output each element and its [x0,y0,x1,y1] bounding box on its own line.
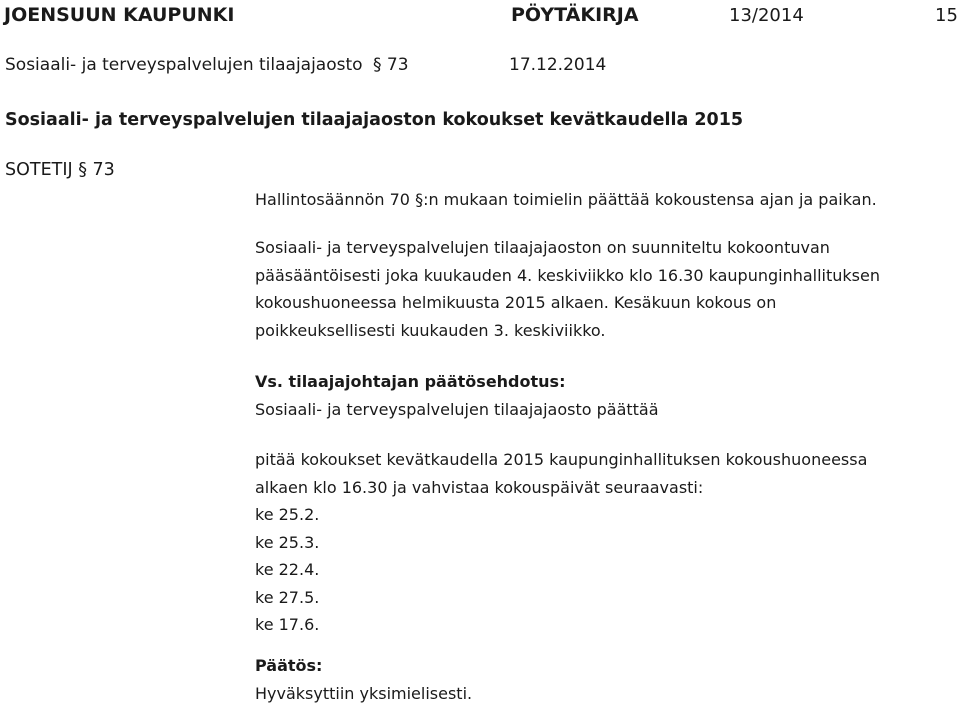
proposal-section [255,368,659,423]
case-reference: SOTETIJ § 73 [5,160,115,180]
section-number: § 73 [373,55,409,75]
schedule-paragraph [255,234,880,344]
meeting-date-item: ke 17.6. [255,611,867,639]
proposal-body [255,446,867,639]
paragraph-line: kokoushuoneessa helmikuusta 2015 alkaen. Kesäkuun kokous on [255,289,880,317]
proposal-line: pitää kokoukset kevätkaudella 2015 kaupunginhallituksen kokoushuoneessa [255,446,867,474]
paragraph-text: Hallintosäännön 70 §:n mukaan toimielin päättää kokoustensa ajan ja paikan. [255,186,877,214]
document-type: PÖYTÄKIRJA [511,4,639,26]
page-title: Sosiaali- ja terveyspalvelujen tilaajajaoston kokoukset kevätkaudella 2015 [5,110,743,130]
committee-name: Sosiaali- ja terveyspalvelujen tilaajajaosto [5,55,363,75]
decision-text: Hyväksyttiin yksimielisesti. [255,680,472,707]
intro-paragraph [255,186,877,214]
paragraph-line: pääsääntöisesti joka kuukauden 4. keskiviikko klo 16.30 kaupunginhallituksen [255,262,880,290]
paragraph-line: poikkeuksellisesti kuukauden 3. keskiviikko. [255,317,880,345]
document-number: 13/2014 [729,5,804,26]
meeting-date-item: ke 25.2. [255,501,867,529]
meeting-date-item: ke 25.3. [255,529,867,557]
proposal-heading: Vs. tilaajajohtajan päätösehdotus: [255,368,659,396]
proposal-intro: Sosiaali- ja terveyspalvelujen tilaajajaosto päättää [255,396,659,424]
page-number: 15 [935,5,958,26]
meeting-date: 17.12.2014 [509,55,606,75]
meeting-date-item: ke 22.4. [255,556,867,584]
meeting-date-item: ke 27.5. [255,584,867,612]
organization-name: JOENSUUN KAUPUNKI [4,4,234,26]
paragraph-line: Sosiaali- ja terveyspalvelujen tilaajajaoston on suunniteltu kokoontuvan [255,234,880,262]
decision-heading: Päätös: [255,652,472,680]
proposal-line: alkaen klo 16.30 ja vahvistaa kokouspäivät seuraavasti: [255,474,867,502]
decision-section [255,652,472,707]
